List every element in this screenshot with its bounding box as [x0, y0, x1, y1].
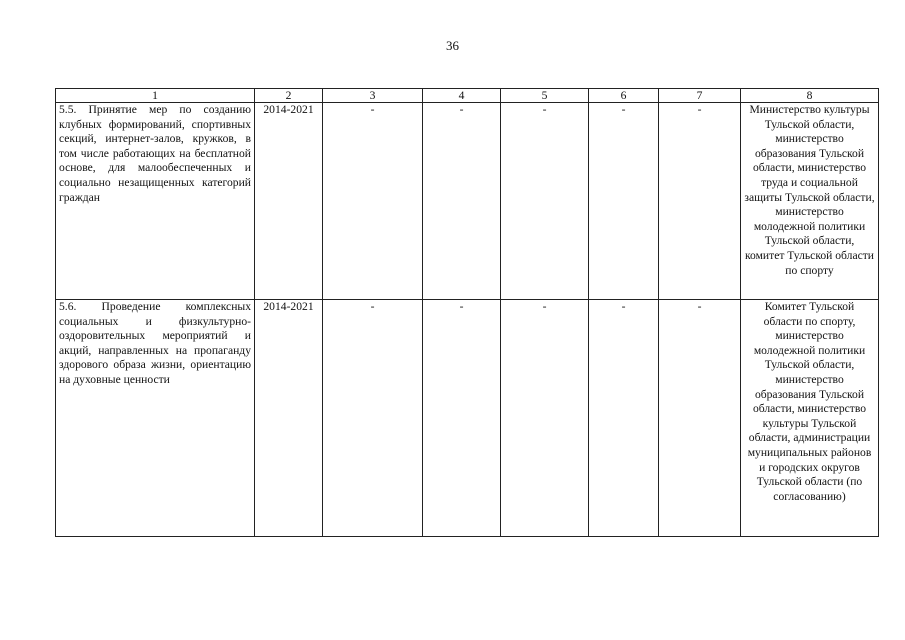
- column-header-5: 5: [501, 89, 589, 103]
- column-3-value: -: [323, 300, 423, 537]
- measure-name: 5.6. Проведение комплексных социальных и физкультурно-оздоровительных мероприятий и акций, направленных на пропаганду здорового образа жизни, ориентацию на духовные ценности: [56, 300, 255, 537]
- column-header-8: 8: [741, 89, 879, 103]
- column-5-value: -: [501, 103, 589, 300]
- column-7-value: -: [659, 300, 741, 537]
- column-6-value: -: [589, 103, 659, 300]
- column-header-6: 6: [589, 89, 659, 103]
- table-row: [56, 300, 879, 537]
- implementation-period: 2014-2021: [255, 103, 323, 300]
- column-header-4: 4: [423, 89, 501, 103]
- column-number-row: [56, 89, 879, 103]
- implementation-period: 2014-2021: [255, 300, 323, 537]
- responsible-executors: Министерство культуры Тульской области, министерство образования Тульской области, министерство труда и социальной защиты Тульской области, министерство молодежной политики Тульской области, комитет Тульской области по спорту: [741, 103, 879, 300]
- responsible-executors: Комитет Тульской области по спорту, министерство молодежной политики Тульской области, министерство образования Тульской области, министерство культуры Тульской области, администрации муниципальных районов и городских округов Тульской области (по согласованию): [741, 300, 879, 537]
- column-header-2: 2: [255, 89, 323, 103]
- column-3-value: -: [323, 103, 423, 300]
- program-table: [55, 88, 879, 537]
- column-7-value: -: [659, 103, 741, 300]
- column-header-3: 3: [323, 89, 423, 103]
- column-4-value: -: [423, 300, 501, 537]
- page-number: 36: [446, 38, 459, 53]
- column-header-1: 1: [56, 89, 255, 103]
- measure-name: 5.5. Принятие мер по созданию клубных формирований, спортивных секций, интернет-залов, кружков, в том числе работающих на бесплатной основе, для малообеспеченных и социально незащищенных категорий граждан: [56, 103, 255, 300]
- column-header-7: 7: [659, 89, 741, 103]
- column-6-value: -: [589, 300, 659, 537]
- column-4-value: -: [423, 103, 501, 300]
- table-row: [56, 103, 879, 300]
- column-5-value: -: [501, 300, 589, 537]
